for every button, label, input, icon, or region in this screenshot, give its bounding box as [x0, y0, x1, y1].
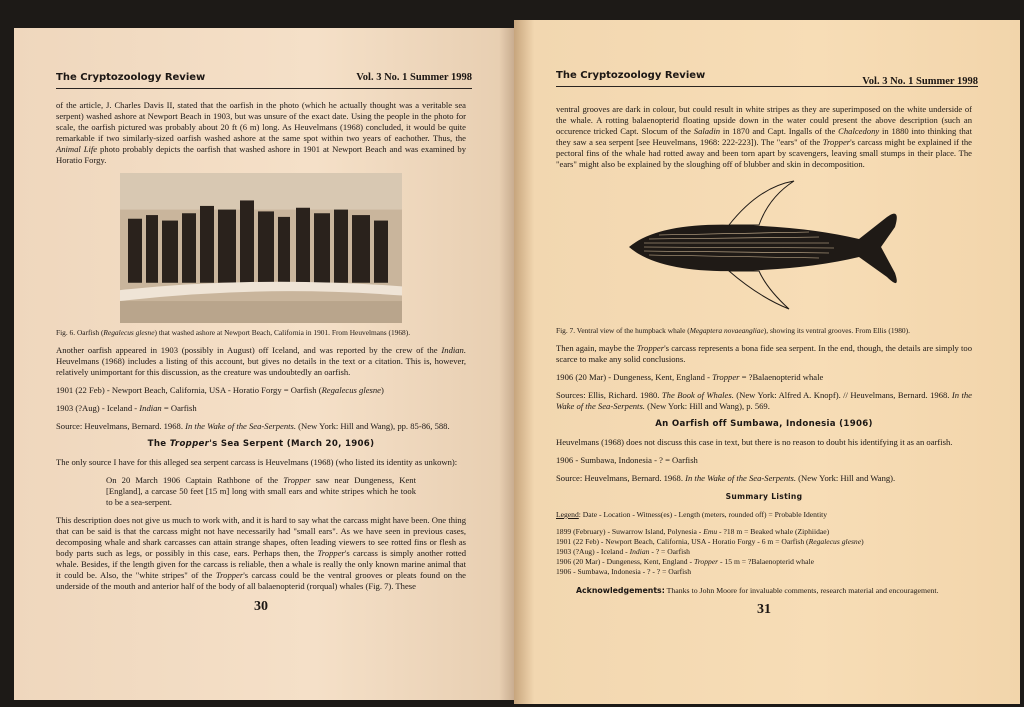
- section-heading: [556, 419, 972, 430]
- right-body: [556, 104, 972, 618]
- text-run: 1906 - Sumbawa, Indonesia - ? = Oarfish: [556, 455, 698, 465]
- text-run: : Date - Location - Witness(es) - Length (meters, rounded off) = Probable Identity: [578, 510, 828, 519]
- italic-text-run: In the Wake of the Sea-Serpents.: [185, 421, 297, 431]
- summary-item: [556, 557, 972, 567]
- paragraph: [56, 515, 466, 592]
- text-run: 1901 (22 Feb) - Newport Beach, California, USA - Horatio Forgy - 6 m = Oarfish (: [556, 537, 809, 546]
- text-run: 's Sea Serpent (March 20, 1906): [209, 439, 375, 449]
- text-run: ventral grooves are dark in colour, but could result in white stripes as they are superimposed on the white underside of the whale. A rotting balaenopterid floating upside down in the water could present the above description (such an occurence tricked Capt. Slocum of the: [556, 104, 972, 136]
- text-run: 1906 (20 Mar) - Dungeness, Kent, England -: [556, 372, 713, 382]
- text-run: (New York: Hill and Wang), p. 569.: [644, 401, 770, 411]
- text-run: ), showing its ventral grooves. From Ellis (1980).: [763, 326, 910, 335]
- italic-text-run: Regalecus glesne: [321, 385, 381, 395]
- journal-title: The Cryptozoology Review: [556, 70, 706, 81]
- text-run: 1906 (20 Mar) - Dungeness, Kent, England -: [556, 557, 694, 566]
- text-run: Source: Heuvelmans, Bernard. 1968.: [56, 421, 186, 431]
- italic-text-run: Saladin: [693, 126, 721, 136]
- issue-info: Vol. 3 No. 1 Summer 1998: [356, 72, 472, 83]
- italic-text-run: In the Wake of the Sea-Serpents.: [556, 390, 972, 411]
- oarfish-photo: [120, 173, 402, 323]
- text-run: 1903 (?Aug) - Iceland -: [56, 403, 140, 413]
- italic-text-run: Indian: [629, 547, 650, 556]
- text-run: - ?18 m = Beaked whale (Ziphiidae): [717, 527, 830, 536]
- text-run: 1899 (February) - Suwarrow Island, Polynesia -: [556, 527, 704, 536]
- text-run: Summary Listing: [725, 492, 803, 501]
- text-run: 1901 (22 Feb) - Newport Beach, California, USA - Horatio Forgy = Oarfish (: [56, 385, 322, 395]
- issue-info: Vol. 3 No. 1 Summer 1998: [862, 76, 978, 87]
- summary-list: [556, 527, 972, 577]
- summary-legend: [556, 509, 972, 520]
- source-citation: [556, 390, 972, 412]
- paragraph: [56, 457, 466, 468]
- text-run: ): [861, 537, 864, 546]
- block-quote: [106, 475, 416, 508]
- text-run: Legend: [556, 510, 579, 519]
- italic-text-run: Regalecus glesne: [103, 328, 155, 337]
- page-number: 31: [757, 602, 771, 617]
- text-run: The only source I have for this alleged sea serpent carcass is Heuvelmans (1968) (who listed its identity as unkown):: [56, 457, 458, 467]
- italic-text-run: Tropper: [712, 372, 740, 382]
- paragraph: [56, 100, 466, 166]
- running-header: [56, 72, 472, 89]
- text-run: photo probably depicts the oarfish that washed ashore in 1901 at Newport Beach and was examined by Horatio Forgy.: [56, 144, 467, 165]
- text-run: Fig. 7. Ventral view of the humpback whale (: [556, 326, 690, 335]
- text-run: - 15 m = ?Balaenopterid whale: [718, 557, 814, 566]
- section-heading: [56, 439, 466, 450]
- italic-text-run: Indian: [139, 403, 162, 413]
- italic-text-run: Regalecus glesne: [808, 537, 862, 546]
- text-run: of the article, J. Charles Davis II, stated that the oarfish in the photo (which he actually thought was a veritable sea serpent) washed ashore at Newport Beach in 1903, but was unsure of the exact date. Using the people in the photo for scale, the oarfish pictured was probably about 20 ft (6 m) long. As Heuvelmans (1968) concluded, it would be quite remarkable if two similarly-sized oarfish washed ashore at the same spot within two years of eachother. Thus, the: [56, 100, 466, 143]
- italic-text-run: Animal Life: [56, 144, 98, 154]
- italic-text-run: The Book of Whales.: [661, 390, 734, 400]
- text-run: On 20 March 1906 Captain Rathbone of the: [106, 475, 284, 485]
- text-run: The: [147, 439, 170, 449]
- humpback-whale-illustration: [619, 177, 909, 317]
- right-page: [514, 20, 1020, 704]
- text-run: Heuvelmans (1968) includes a listing of this account, but gives no details in the text or a citation. This is, however, relatively unimportant for this discussion, as the creature was undoubtedly an oarfish.: [56, 356, 466, 377]
- summary-item: [556, 547, 972, 557]
- text-run: ) that washed ashore at Newport Beach, California in 1901. From Heuvelmans (1968).: [154, 328, 411, 337]
- text-run: - ? = Oarfish: [649, 547, 690, 556]
- text-run: Source: Heuvelmans, Bernard. 1968.: [556, 473, 686, 483]
- running-header: [556, 70, 978, 87]
- text-run: Heuvelmans (1968) does not discuss this case in text, but there is no reason to doubt his identifying it as an oarfish.: [556, 437, 953, 447]
- record-entry: [556, 372, 972, 383]
- left-page: [14, 28, 514, 700]
- italic-text-run: Tropper: [215, 570, 244, 580]
- text-run: = Oarfish: [161, 403, 197, 413]
- text-run: Sources: Ellis, Richard. 1980.: [556, 390, 662, 400]
- text-run: in 1870 and Capt. Ingalls of the: [720, 126, 839, 136]
- text-run: 1906 - Sumbawa, Indonesia - ? - ? = Oarfish: [556, 567, 692, 576]
- italic-text-run: In the Wake of the Sea-Serpents.: [685, 473, 797, 483]
- italic-text-run: Tropper: [822, 137, 851, 147]
- text-run: 's carcass could be the ventral grooves or pleats found on the underside of the mouth and anterior half of the body of all balaenopterid (rorqual) whales (Fig. 7). These: [56, 570, 466, 591]
- italic-text-run: Tropper: [636, 343, 665, 353]
- paragraph: [556, 104, 972, 170]
- text-run: Acknowledgements:: [576, 586, 665, 595]
- journal-title: The Cryptozoology Review: [56, 72, 206, 83]
- italic-text-run: Megaptera novaeangliae: [689, 326, 764, 335]
- text-run: 's carcass might be explained if the pectoral fins of the whale had rotted away and been torn apart by scavengers, leaving small stumps in their place. The "ears" might also be explained by the sloughing off of blubber and skin in decomposition.: [556, 137, 972, 169]
- paragraph: [556, 437, 972, 448]
- page-number: 30: [254, 599, 268, 614]
- text-run: 1903 (?Aug) - Iceland -: [556, 547, 630, 556]
- source-citation: [556, 473, 972, 484]
- left-body: [56, 100, 466, 615]
- record-entry: [56, 385, 466, 396]
- paragraph: [56, 345, 466, 378]
- italic-text-run: Chalcedony: [838, 126, 880, 136]
- text-run: ): [380, 385, 384, 395]
- text-run: 's carcass represents a bona fide sea serpent. In the end, though, the details are simply too scarce to make any solid conclusions.: [556, 343, 972, 364]
- text-run: Another oarfish appeared in 1903 (possibly in August) off Iceland, and was reported by the crew of the: [56, 345, 442, 355]
- record-entry: [556, 455, 972, 466]
- summary-heading: [556, 491, 972, 502]
- italic-text-run: Emu: [703, 527, 718, 536]
- text-run: This description does not give us much to work with, and it is hard to say what the carcass might have been. One thing that can be said is that the carcass might not have necessarily had "small ears". As we have seen in previous cases, decomposing whale and shark carcasses can attain strange shapes, often leading viewers to see rotted fins or flesh as body parts such as legs, or possibly in this case, ears. Perhaps then, the: [56, 515, 466, 558]
- text-run: Fig. 6. Oarfish (: [56, 328, 104, 337]
- record-entry: [56, 403, 466, 414]
- figure-7-caption: [556, 325, 972, 336]
- text-run: Thanks to John Moore for invaluable comments, research material and encouragement.: [664, 586, 939, 595]
- text-run: (New York: Alfred A. Knopf). // Heuvelmans, Bernard. 1968.: [733, 390, 952, 400]
- text-run: (New York: Hill and Wang), pp. 85-86, 588.: [296, 421, 450, 431]
- italic-text-run: Tropper: [693, 557, 719, 566]
- text-run: An Oarfish off Sumbawa, Indonesia (1906): [655, 419, 873, 429]
- italic-text-run: Tropper: [283, 475, 311, 485]
- text-run: in 1880 into thinking that they saw a sea serpent [see Heuvelmans, 1968: 222-223]). The "ears" of the: [556, 126, 972, 147]
- italic-text-run: Tropper: [169, 439, 210, 449]
- text-run: = ?Balaenopterid whale: [739, 372, 824, 382]
- source-citation: [56, 421, 466, 432]
- text-run: Then again, maybe the: [556, 343, 637, 353]
- text-run: saw near Dungeness, Kent [England], a carcase 50 feet [15 m] long with small ears and white stripes which he took to be a sea-serpent.: [106, 475, 416, 507]
- text-run: (New York: Hill and Wang).: [796, 473, 896, 483]
- acknowledgements: [576, 585, 972, 596]
- paragraph: [556, 343, 972, 365]
- italic-text-run: Tropper: [317, 548, 345, 558]
- text-run: 's carcass is simply another rotted whale. Besides, if the length given for the carcass is reliable, then a whale is really the only known marine animal that it could be. Also, the "white stripes" of the: [56, 548, 466, 580]
- summary-item: [556, 567, 972, 577]
- summary-item: [556, 527, 972, 537]
- summary-item: [556, 537, 972, 547]
- figure-6-caption: [56, 327, 466, 338]
- italic-text-run: Indian.: [441, 345, 466, 355]
